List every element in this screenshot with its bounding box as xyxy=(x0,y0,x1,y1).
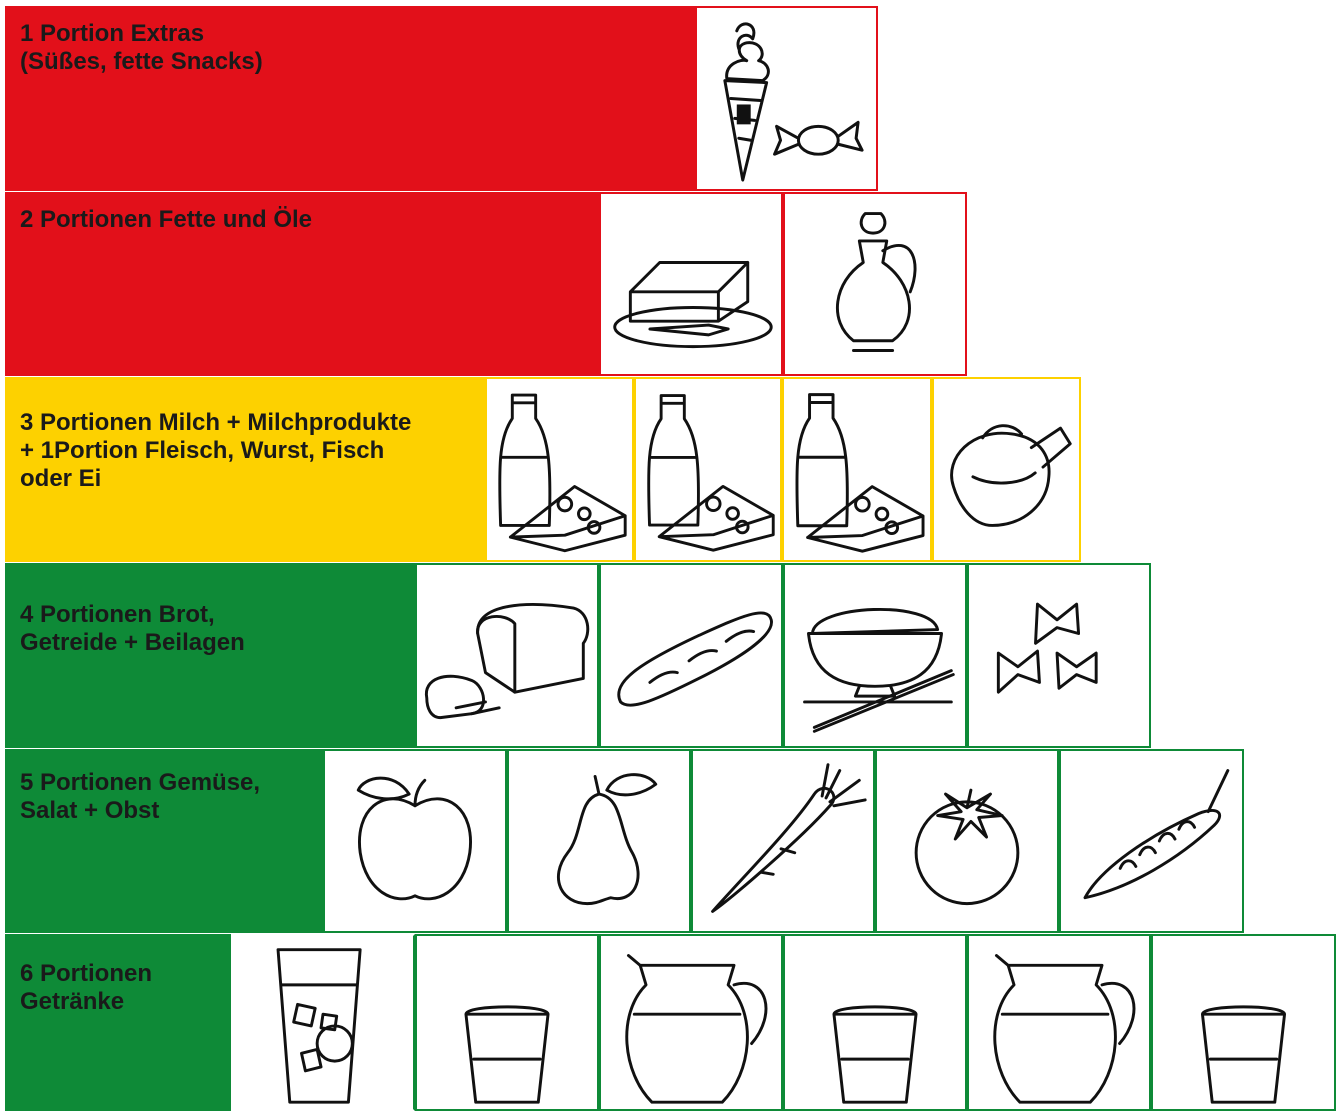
tier-6 xyxy=(5,934,1336,1111)
cup-icon xyxy=(415,934,599,1111)
pasta-icon xyxy=(967,563,1151,748)
tier-3-label: 3 Portionen Milch + Milchprodukte + 1Portion Fleisch, Wurst, Fisch oder Ei xyxy=(5,377,485,562)
pea-pod-icon xyxy=(1059,749,1244,933)
tier-4 xyxy=(5,563,1151,748)
tier-3 xyxy=(5,377,1081,562)
tier-2-label: 2 Portionen Fette und Öle xyxy=(5,192,599,376)
milk-cheese-icon xyxy=(485,377,634,562)
pear-icon xyxy=(507,749,691,933)
tier-4-label: 4 Portionen Brot, Getreide + Beilagen xyxy=(5,563,415,748)
rice-bowl-icon xyxy=(783,563,967,748)
tier-5-label: 5 Portionen Gemüse, Salat + Obst xyxy=(5,749,323,933)
apple-icon xyxy=(323,749,507,933)
tier-1-label: 1 Portion Extras (Süßes, fette Snacks) xyxy=(5,6,695,191)
baguette-icon xyxy=(599,563,783,748)
milk-cheese-icon xyxy=(634,377,782,562)
milk-cheese-icon xyxy=(782,377,932,562)
chicken-icon xyxy=(932,377,1081,562)
butter-icon xyxy=(599,192,783,376)
cup-icon xyxy=(1151,934,1336,1111)
bread-loaf-icon xyxy=(415,563,599,748)
tier-1 xyxy=(5,6,878,191)
ice-cream-candy-icon xyxy=(695,6,878,191)
tier-6-label: 6 Portionen Getränke xyxy=(5,934,231,1111)
jug-icon xyxy=(967,934,1151,1111)
oil-carafe-icon xyxy=(783,192,967,376)
tier-5 xyxy=(5,749,1244,933)
carrot-icon xyxy=(691,749,875,933)
jug-icon xyxy=(599,934,783,1111)
water-glass-icon xyxy=(231,934,415,1111)
cup-icon xyxy=(783,934,967,1111)
tomato-icon xyxy=(875,749,1059,933)
tier-2 xyxy=(5,192,967,376)
